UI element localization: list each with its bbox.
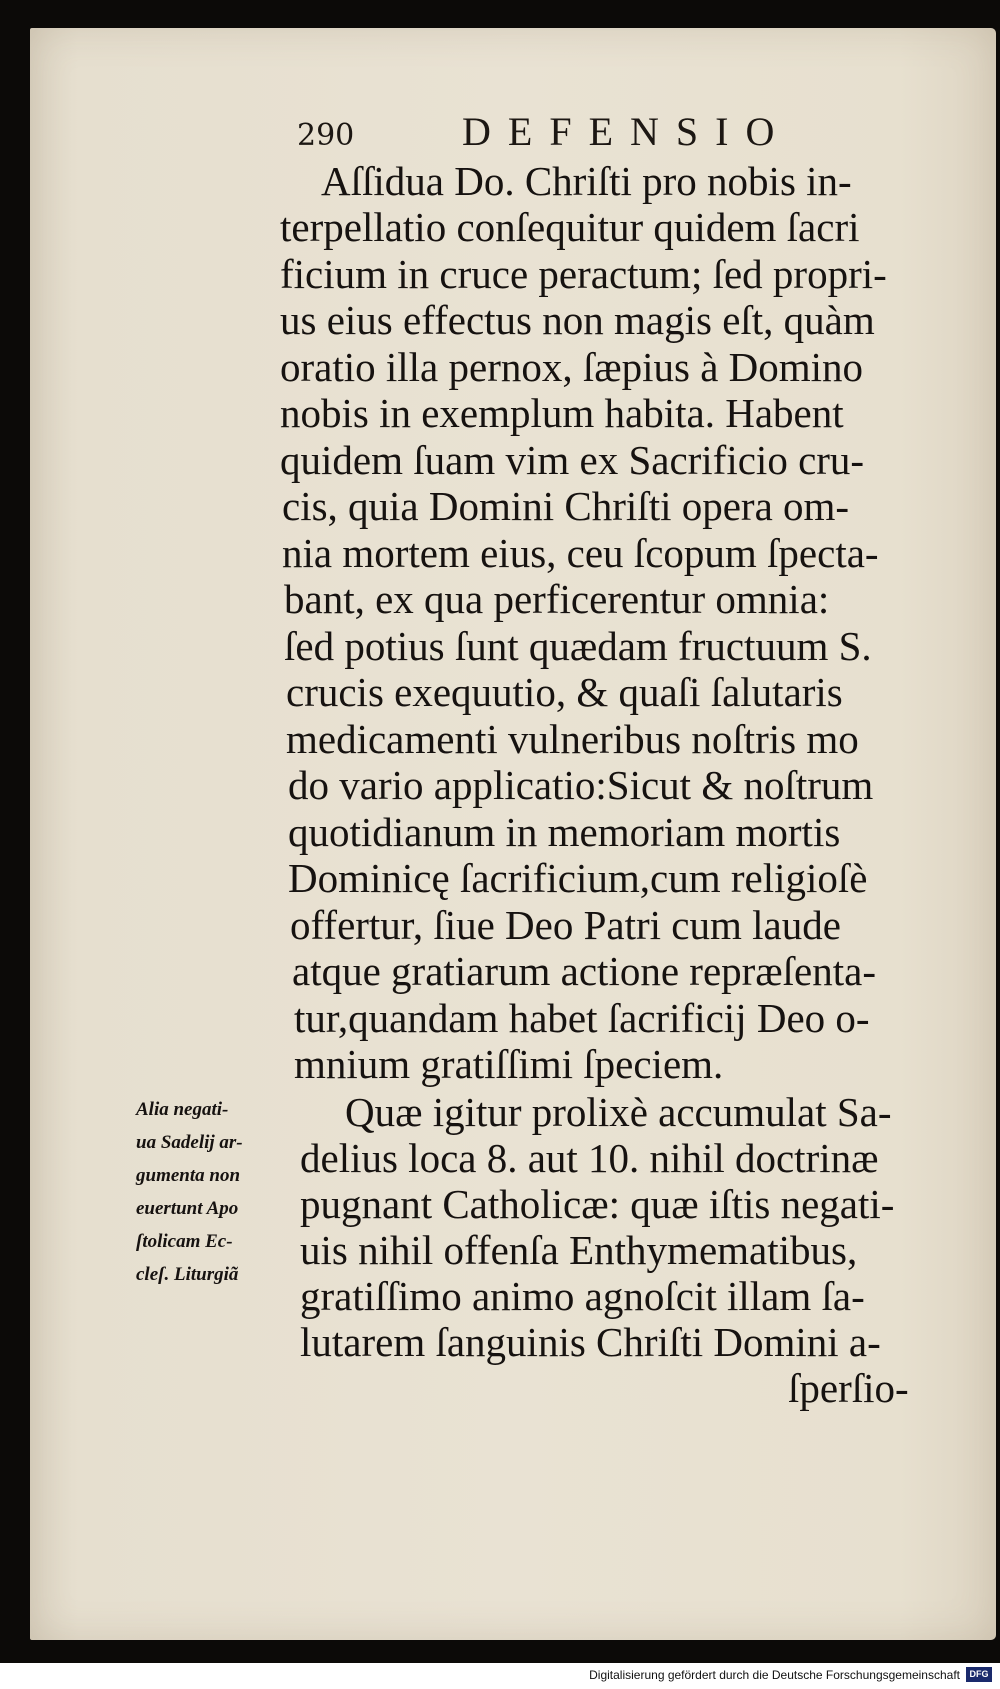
text-line: gratiſſimo animo agnoſcit illam ſa- — [300, 1273, 865, 1319]
text-line: delius loca 8. aut 10. nihil doctrinæ — [300, 1135, 879, 1181]
text-line: oratio illa pernox, ſæpius à Domino — [280, 344, 864, 390]
dfg-logo-icon: DFG — [966, 1667, 992, 1682]
text-line: do vario applicatio:Sicut & noſtrum — [288, 762, 874, 808]
text-line: us eius effectus non magis eſt, quàm — [280, 297, 875, 343]
margin-note-line: ſtolicam Ec- — [136, 1231, 233, 1252]
text-line: medicamenti vulneribus noſtris mo — [286, 716, 859, 762]
text-line: cis, quia Domini Chriſti opera om- — [282, 483, 850, 529]
text-line: quotidianum in memoriam mortis — [288, 809, 841, 855]
margin-note-line: gumenta non — [136, 1165, 241, 1186]
text-line: Dominicę ſacrificium,cum religioſè — [288, 855, 868, 901]
text-line: tur,quandam habet ſacrificij Deo o- — [294, 995, 870, 1041]
margin-note-line: ua Sadelij ar- — [136, 1132, 243, 1153]
margin-note-line: cleſ. Liturgiã — [136, 1264, 239, 1285]
text-line: terpellatio conſequitur quidem ſacri — [280, 204, 860, 250]
text-line: mnium gratiſſimi ſpeciem. — [294, 1041, 724, 1087]
digitization-credit: Digitalisierung gefördert durch die Deutsche Forschungsgemeinschaft — [589, 1668, 960, 1682]
text-line: uis nihil offenſa Enthymematibus, — [300, 1227, 858, 1273]
page-number: 290 — [297, 118, 355, 153]
text-line: lutarem ſanguinis Chriſti Domini a- — [300, 1319, 881, 1365]
text-line: offertur, ſiue Deo Patri cum laude — [290, 902, 841, 948]
running-head: DEFENSIO — [462, 109, 792, 154]
text-line: quidem ſuam vim ex Sacrificio cru- — [280, 437, 865, 483]
text-line: nobis in exemplum habita. Habent — [280, 390, 844, 436]
text-line: atque gratiarum actione repræſenta- — [292, 948, 876, 994]
text-line: nia mortem eius, ceu ſcopum ſpecta- — [282, 530, 879, 576]
text-line: bant, ex qua perficerentur omnia: — [284, 576, 830, 622]
text-line: Quæ igitur prolixè accumulat Sa- — [345, 1089, 892, 1135]
text-line: ſed potius ſunt quædam fructuum S. — [284, 623, 872, 669]
text-line: crucis exequutio, & quaſi ſalutaris — [286, 669, 843, 715]
text-line: ficium in cruce peractum; ſed propri- — [280, 251, 887, 297]
text-line: Aſſidua Do. Chriſti pro nobis in- — [321, 158, 852, 204]
text-line: ſperſio- — [788, 1365, 909, 1411]
text-line: pugnant Catholicæ: quæ iſtis negati- — [300, 1181, 895, 1227]
margin-note-line: euertunt Apo — [136, 1198, 239, 1219]
margin-note-line: Alia negati- — [136, 1099, 229, 1120]
